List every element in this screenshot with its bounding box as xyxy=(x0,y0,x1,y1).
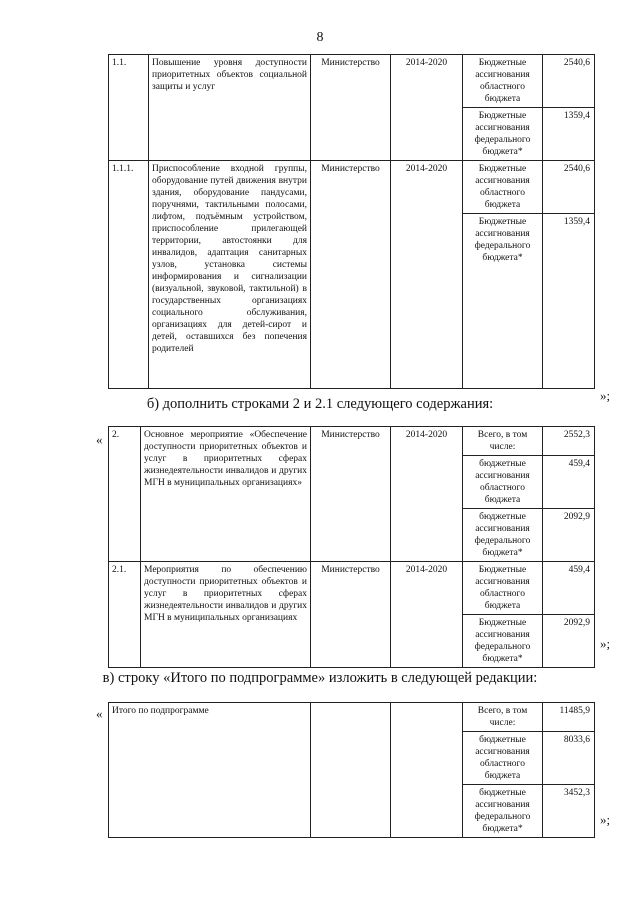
funding-source: Всего, в том числе: xyxy=(463,427,543,456)
row-number: 2. xyxy=(109,427,141,562)
executor: Министерство xyxy=(311,562,391,668)
funding-amount: 2540,6 xyxy=(543,161,595,214)
funding-amount: 2552,3 xyxy=(543,427,595,456)
funding-source: Бюджетные ассигнования федерального бюджета* xyxy=(463,214,543,389)
funding-amount: 1359,4 xyxy=(543,108,595,161)
period: 2014-2020 xyxy=(391,55,463,161)
empty-cell xyxy=(391,703,463,838)
empty-cell xyxy=(311,703,391,838)
table-row xyxy=(109,427,595,456)
period: 2014-2020 xyxy=(391,427,463,562)
funding-amount: 459,4 xyxy=(543,456,595,509)
section-c-heading: в) строку «Итого по подпрограмме» изложить в следующей редакции: xyxy=(102,670,538,686)
executor: Министерство xyxy=(311,161,391,389)
activity-name: Мероприятия по обеспечению доступности приоритетных объектов и услуг в приоритетных сферах жизнедеятельности инвалидов и других МГН в муниципальных организациях xyxy=(141,562,311,668)
table-1 xyxy=(108,54,595,389)
table-row xyxy=(109,562,595,615)
funding-amount: 2540,6 xyxy=(543,55,595,108)
close-quote: »; xyxy=(600,812,611,827)
page-number: 8 xyxy=(316,30,324,45)
funding-source: Всего, в том числе: xyxy=(463,703,543,732)
section-b-heading: б) дополнить строками 2 и 2.1 следующего содержания: xyxy=(146,396,494,412)
total-label: Итого по подпрограмме xyxy=(109,703,311,838)
period: 2014-2020 xyxy=(391,161,463,389)
funding-amount: 1359,4 xyxy=(543,214,595,389)
funding-source: Бюджетные ассигнования областного бюджета xyxy=(463,562,543,615)
row-number: 2.1. xyxy=(109,562,141,668)
close-quote: »; xyxy=(600,636,611,651)
funding-amount: 459,4 xyxy=(543,562,595,615)
funding-source: бюджетные ассигнования федерального бюджета* xyxy=(463,785,543,838)
row-number: 1.1. xyxy=(109,55,149,161)
activity-name: Приспособление входной группы, оборудование путей движения внутри здания, оборудование пандусами, поручнями, тактильными полосами, лифтом, подъёмным устройством, приспособление прилегающей территории, автостоянки для инвалидов, адаптация санитарных узлов, установка системы информирования и сигнализации (визуальной, звуковой, тактильной) в государственных организациях социального обслуживания, организациях для детей-сирот и детей, оставшихся без попечения родителей xyxy=(149,161,311,389)
period: 2014-2020 xyxy=(391,562,463,668)
funding-amount: 3452,3 xyxy=(543,785,595,838)
table-row xyxy=(109,55,595,108)
open-quote: « xyxy=(96,432,103,447)
funding-amount: 2092,9 xyxy=(543,509,595,562)
funding-source: Бюджетные ассигнования областного бюджета xyxy=(463,161,543,214)
funding-source: бюджетные ассигнования областного бюджета xyxy=(463,456,543,509)
open-quote: « xyxy=(96,706,103,721)
executor: Министерство xyxy=(311,427,391,562)
table-row xyxy=(109,703,595,732)
funding-source: бюджетные ассигнования областного бюджета xyxy=(463,732,543,785)
activity-name: Повышение уровня доступности приоритетных объектов социальной защиты и услуг xyxy=(149,55,311,161)
funding-source: бюджетные ассигнования федерального бюджета* xyxy=(463,509,543,562)
funding-source: Бюджетные ассигнования федерального бюджета* xyxy=(463,108,543,161)
close-quote: »; xyxy=(600,388,611,403)
row-number: 1.1.1. xyxy=(109,161,149,389)
activity-name: Основное мероприятие «Обеспечение доступности приоритетных объектов и услуг в приоритетных сферах жизнедеятельности инвалидов и других МГН в муниципальных организациях» xyxy=(141,427,311,562)
executor: Министерство xyxy=(311,55,391,161)
table-2 xyxy=(108,426,595,668)
funding-source: Бюджетные ассигнования федерального бюджета* xyxy=(463,615,543,668)
funding-amount: 11485,9 xyxy=(543,703,595,732)
table-3 xyxy=(108,702,595,838)
funding-amount: 2092,9 xyxy=(543,615,595,668)
funding-amount: 8033,6 xyxy=(543,732,595,785)
funding-source: Бюджетные ассигнования областного бюджета xyxy=(463,55,543,108)
table-row xyxy=(109,161,595,214)
